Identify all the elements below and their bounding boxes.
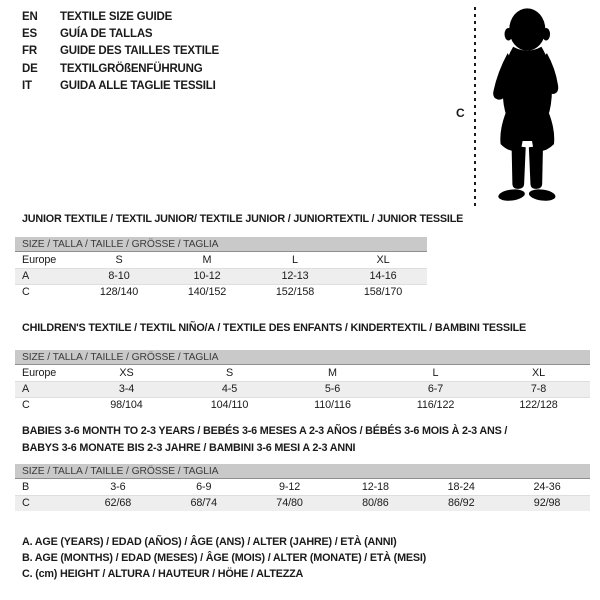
table-cell: 7-8 (530, 383, 547, 395)
table-cell: XL (531, 367, 545, 379)
size-header-bar-babies: SIZE / TALLA / TAILLE / GRÖSSE / TAGLIA (15, 464, 590, 479)
table-cell: 3-4 (118, 383, 135, 395)
language-title: GUIDE DES TAILLES TEXTILE (60, 45, 219, 58)
section-title-babies (22, 423, 562, 456)
language-list (22, 9, 219, 95)
table-cell: 6-7 (427, 383, 444, 395)
language-row-fr (22, 43, 219, 60)
table-cell: 110/116 (314, 399, 351, 411)
language-row-it (22, 78, 219, 95)
row-label: Europe (22, 254, 57, 266)
language-title: TEXTILE SIZE GUIDE (60, 11, 173, 23)
table-row-age (15, 269, 427, 285)
table-row-height (15, 398, 590, 414)
table-cell: 3-6 (110, 481, 126, 493)
table-row-height (15, 496, 590, 512)
language-title: GUÍA DE TALLAS (60, 28, 153, 41)
footnotes (22, 534, 426, 583)
language-row-de (22, 61, 219, 78)
junior-size-table (15, 253, 427, 300)
table-cell: 128/140 (99, 286, 139, 298)
table-cell: 18-24 (447, 481, 475, 493)
language-code: ES (22, 28, 37, 41)
table-row-age (15, 382, 590, 398)
language-row-es (22, 26, 219, 43)
table-cell: XL (376, 254, 390, 266)
table-cell: 98/104 (110, 399, 143, 411)
table-cell: L (432, 367, 439, 379)
table-cell: 104/110 (210, 399, 249, 411)
language-title: GUIDA ALLE TAGLIE TESSILI (60, 79, 216, 92)
language-code: DE (22, 62, 38, 75)
table-cell: S (115, 254, 123, 266)
table-cell: 62/68 (104, 497, 132, 509)
table-cell: 14-16 (369, 270, 397, 282)
language-row-en (22, 9, 219, 26)
row-label: A (22, 383, 30, 395)
table-cell: 12-18 (361, 481, 389, 493)
table-cell: L (292, 254, 298, 266)
size-header-bar-junior: SIZE / TALLA / TAILLE / GRÖSSE / TAGLIA (15, 237, 427, 252)
section-title-babies-line1: BABIES 3-6 MONTH TO 2-3 YEARS / BEBÉS 3-6 MESES A 2-3 AÑOS / BÉBÉS 3-6 MOIS À 2-3 ANS / (22, 425, 508, 437)
section-title-babies-line2: BABYS 3-6 MONATE BIS 2-3 JAHRE / BAMBINI 3-6 MESI A 2-3 ANNI (22, 441, 356, 454)
table-cell: 68/74 (190, 497, 217, 509)
table-cell: M (202, 254, 212, 266)
table-cell: XS (119, 367, 134, 379)
language-code: IT (22, 79, 32, 92)
table-cell: 12-13 (281, 270, 309, 282)
table-cell: 6-9 (196, 481, 212, 493)
row-label: A (22, 270, 30, 282)
table-row-height (15, 285, 427, 301)
baby-silhouette-icon (487, 6, 566, 210)
table-cell: 8-10 (108, 270, 130, 282)
language-code: FR (22, 45, 37, 58)
table-cell: 116/122 (416, 399, 455, 411)
table-cell: 9-12 (278, 481, 301, 493)
table-cell: 140/152 (187, 286, 227, 298)
height-dashed-line (474, 7, 476, 210)
row-label: C (22, 286, 30, 298)
table-cell: 158/170 (363, 286, 403, 298)
footnote-a: A. AGE (YEARS) / EDAD (AÑOS) / ÂGE (ANS) / ALTER (JAHRE) / ETÀ (ANNI) (22, 536, 397, 548)
table-cell: 80/86 (362, 497, 389, 509)
table-cell: 92/98 (533, 497, 561, 509)
babies-size-table (15, 480, 590, 511)
height-marker-label: C (456, 106, 465, 120)
row-label: Europe (22, 367, 57, 379)
table-cell: 152/158 (275, 286, 315, 298)
row-label: C (22, 399, 30, 411)
language-title: TEXTILGRÖßENFÜHRUNG (60, 62, 203, 75)
table-cell: M (328, 367, 337, 379)
table-row-europe (15, 253, 427, 269)
table-cell: 4-5 (221, 383, 238, 395)
row-label: B (22, 481, 30, 493)
table-row-europe (15, 366, 590, 382)
table-cell: 24-36 (533, 481, 561, 493)
table-cell: 86/92 (447, 497, 475, 509)
section-title-children: CHILDREN'S TEXTILE / TEXTIL NIÑO/A / TEXTILE DES ENFANTS / KINDERTEXTIL / BAMBINI TESSILE (22, 322, 527, 334)
table-row-age-months (15, 480, 590, 496)
footnote-c: C. (cm) HEIGHT / ALTURA / HAUTEUR / HÖHE / ALTEZZA (22, 568, 304, 581)
table-cell: 5-6 (324, 383, 341, 395)
children-size-table (15, 366, 590, 413)
table-cell: S (225, 367, 234, 379)
section-title-junior: JUNIOR TEXTILE / TEXTIL JUNIOR/ TEXTILE JUNIOR / JUNIORTEXTIL / JUNIOR TESSILE (22, 213, 464, 225)
footnote-b: B. AGE (MONTHS) / EDAD (MESES) / ÂGE (MOIS) / ALTER (MONATE) / ETÀ (MESI) (22, 552, 427, 565)
size-header-bar-children: SIZE / TALLA / TAILLE / GRÖSSE / TAGLIA (15, 350, 590, 365)
language-code: EN (22, 11, 38, 23)
table-cell: 122/128 (519, 399, 558, 411)
table-cell: 74/80 (276, 497, 303, 509)
table-cell: 10-12 (193, 270, 221, 282)
row-label: C (22, 497, 30, 509)
